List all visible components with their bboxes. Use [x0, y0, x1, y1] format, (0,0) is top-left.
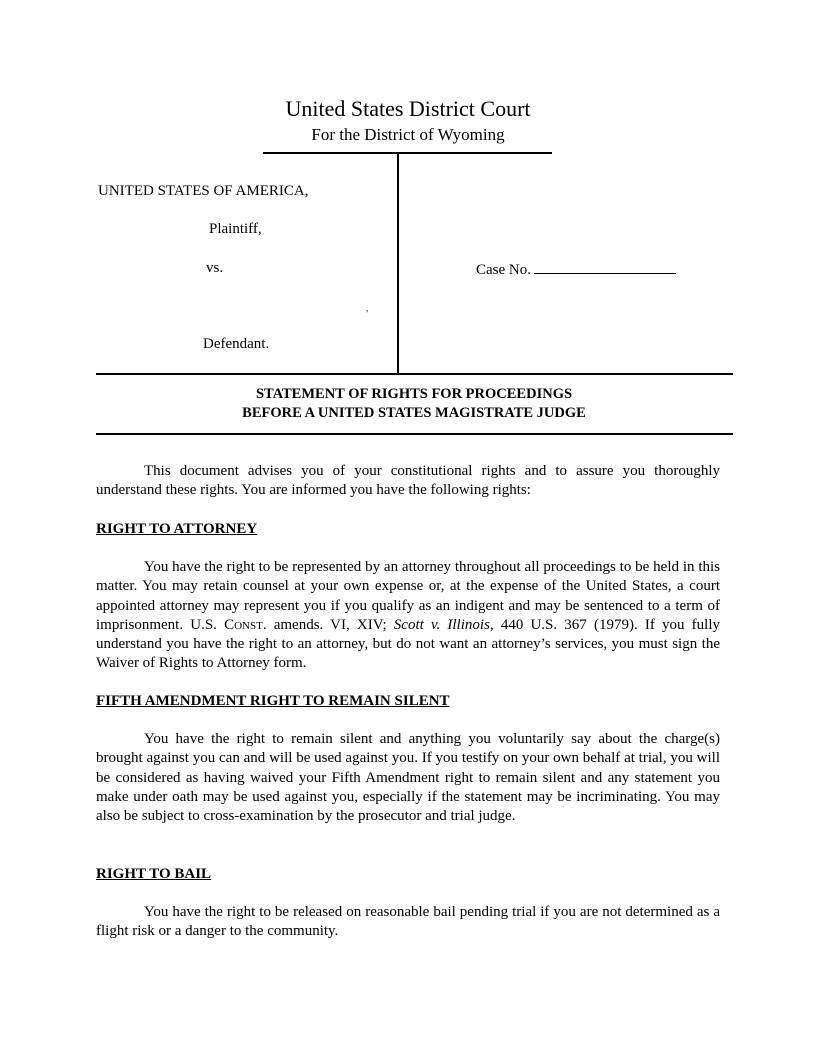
intro-paragraph	[96, 462, 720, 501]
caption-divider	[397, 152, 399, 375]
caption-bottom-rule	[96, 373, 733, 375]
bail-paragraph	[96, 903, 720, 942]
attorney-text-a: You have the right to be represented by an attorney throughout all proceedings to be held in this matter. You may retain counsel at your own expense or, at the expense of the United States, a court appointed attorney may represent you if you qualify as an indigent and may be sentenced to a term of imprisonment. U.S.	[96, 559, 720, 633]
plaintiff-label: Plaintiff,	[209, 221, 262, 237]
attorney-text-b: . amends. VI, XIV;	[262, 616, 394, 633]
header-rule	[263, 152, 552, 154]
case-number-field	[476, 259, 676, 279]
heading-right-to-bail: RIGHT TO BAIL	[96, 866, 212, 882]
defendant-comma: ,	[366, 303, 369, 313]
heading-fifth-amendment: FIFTH AMENDMENT RIGHT TO REMAIN SILENT	[96, 693, 450, 709]
case-number-blank[interactable]	[534, 259, 676, 274]
statement-title-line1: STATEMENT OF RIGHTS FOR PROCEEDINGS	[255, 386, 573, 402]
bail-text: You have the right to be released on reasonable bail pending trial if you are not determined as a flight risk or a danger to the community.	[96, 904, 720, 940]
attorney-text-c: , 440 U.S. 367 (1979). If you fully understand you have the right to an attorney, but do not want an attorney’s services, you must sign the Waiver of Rights to Attorney form.	[96, 616, 720, 672]
statement-title-line2: BEFORE A UNITED STATES MAGISTRATE JUDGE	[242, 405, 586, 421]
court-district: For the District of Wyoming	[311, 125, 505, 144]
heading-right-to-attorney: RIGHT TO ATTORNEY	[96, 521, 258, 537]
intro-text: This document advises you of your constitutional rights and to assure you thoroughly understand these rights. You are informed you have the following rights:	[96, 463, 720, 499]
versus-label: vs.	[206, 260, 224, 276]
title-bottom-rule	[96, 433, 733, 435]
attorney-paragraph	[96, 558, 720, 674]
silent-paragraph	[96, 730, 720, 826]
case-number-label: Case No.	[476, 262, 531, 278]
court-title: United States District Court	[285, 96, 531, 121]
attorney-case-name: Scott v. Illinois	[393, 616, 490, 633]
defendant-label: Defendant.	[203, 336, 270, 352]
silent-text: You have the right to remain silent and anything you voluntarily say about the charge(s) brought against you can and will be used against you. If you testify on your own behalf at trial, you will be considered as having waived your Fifth Amendment right to remain silent and any statement you make under oath may be used against you, especially if the statement may be incriminating. You may also be subject to cross-examination by the prosecutor and trial judge.	[96, 731, 720, 825]
attorney-const: Const	[224, 616, 263, 633]
plaintiff-name: UNITED STATES OF AMERICA,	[98, 183, 309, 199]
